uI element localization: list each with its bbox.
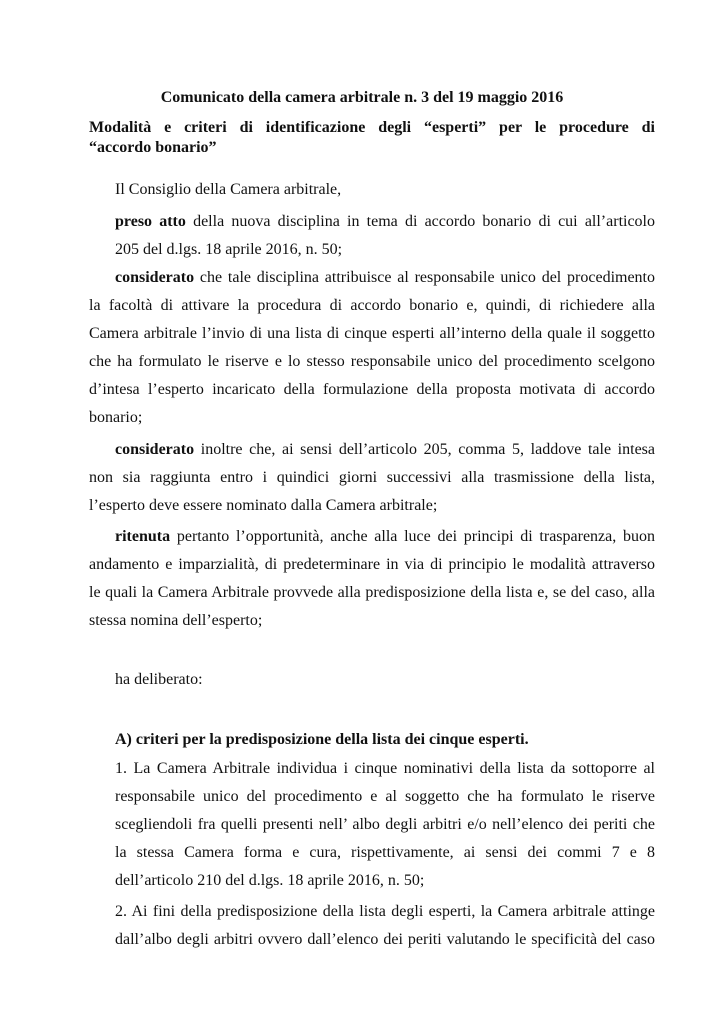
ritenuta-line2: andamento e imparzialità, di predeterminare in via di principio le modalità attraverso: [89, 556, 655, 573]
document-title: Comunicato della camera arbitrale n. 3 del 19 maggio 2016: [160, 89, 564, 106]
considerato-inoltre-line2: non sia raggiunta entro i quindici giorni successivi alla trasmissione della lista,: [89, 469, 655, 486]
ritenuta-line4: stessa nomina dell’esperto;: [89, 612, 263, 629]
considerato-line2: la facoltà di attivare la procedura di accordo bonario e, quindi, di richiedere alla: [89, 297, 655, 314]
section-a-item1-line3: scegliendoli fra quelli presenti nell’ albo degli arbitri e/o nell’elenco dei periti che: [115, 816, 655, 833]
section-a-item2-line1: 2. Ai fini della predisposizione della lista degli esperti, la Camera arbitrale attinge: [115, 903, 655, 920]
section-a-item1-line1: 1. La Camera Arbitrale individua i cinque nominativi della lista da sottoporre al: [115, 760, 655, 777]
considerato-line5: d’intesa l’esperto incaricato della formulazione della proposta motivata di accordo: [89, 381, 655, 398]
document-subtitle-line2: “accordo bonario”: [89, 139, 217, 156]
ritenuta-line3: le quali la Camera Arbitrale provvede alla predisposizione della lista e, se del caso, alla: [89, 584, 655, 601]
preso-atto-keyword: preso atto: [115, 213, 186, 230]
considerato-line3: Camera arbitrale l’invio di una lista di cinque esperti all’interno della quale il soggetto: [89, 325, 655, 342]
ritenuta-text: pertanto l’opportunità, anche alla luce dei principi di trasparenza, buon: [170, 528, 655, 545]
ritenuta-line1: [115, 527, 655, 547]
ritenuta-keyword: ritenuta: [115, 528, 171, 545]
considerato-inoltre-keyword: considerato: [115, 441, 195, 458]
intro-paragraph: Il Consiglio della Camera arbitrale,: [115, 181, 342, 198]
preso-atto-text: della nuova disciplina in tema di accordo bonario di cui all’articolo: [185, 213, 656, 230]
considerato-line4: che ha formulato le riserve e lo stesso responsabile unico del procedimento scelgono: [89, 353, 655, 370]
section-a-item1-line2: responsabile unico del procedimento e al soggetto che ha formulato le riserve: [115, 788, 655, 805]
considerato-inoltre-line3: l’esperto deve essere nominato dalla Camera arbitrale;: [89, 497, 438, 514]
preso-atto-line2: 205 del d.lgs. 18 aprile 2016, n. 50;: [115, 241, 343, 258]
considerato-line1: [115, 268, 655, 288]
deliberato-paragraph: ha deliberato:: [115, 671, 203, 688]
considerato-inoltre-text: inoltre che, ai sensi dell’articolo 205, comma 5, laddove tale intesa: [194, 441, 655, 458]
considerato-text: che tale disciplina attribuisce al responsabile unico del procedimento: [194, 269, 655, 286]
considerato-keyword: considerato: [115, 269, 195, 286]
section-a-item1-line5: dell’articolo 210 del d.lgs. 18 aprile 2016, n. 50;: [115, 872, 425, 889]
considerato-line6: bonario;: [89, 409, 143, 426]
section-a-item1-line4: la stessa Camera forma e cura, rispettivamente, ai sensi dei commi 7 e 8: [115, 844, 655, 861]
section-a-item2-line2: dall’albo degli arbitri ovvero dall’elenco dei periti valutando le specificità del caso: [115, 931, 655, 948]
considerato-inoltre-line1: [115, 440, 655, 460]
preso-atto-line1: [115, 212, 655, 232]
document-subtitle-line1: Modalità e criteri di identificazione degli “esperti” per le procedure di: [89, 119, 655, 136]
section-a-heading: A) criteri per la predisposizione della lista dei cinque esperti.: [115, 731, 529, 748]
